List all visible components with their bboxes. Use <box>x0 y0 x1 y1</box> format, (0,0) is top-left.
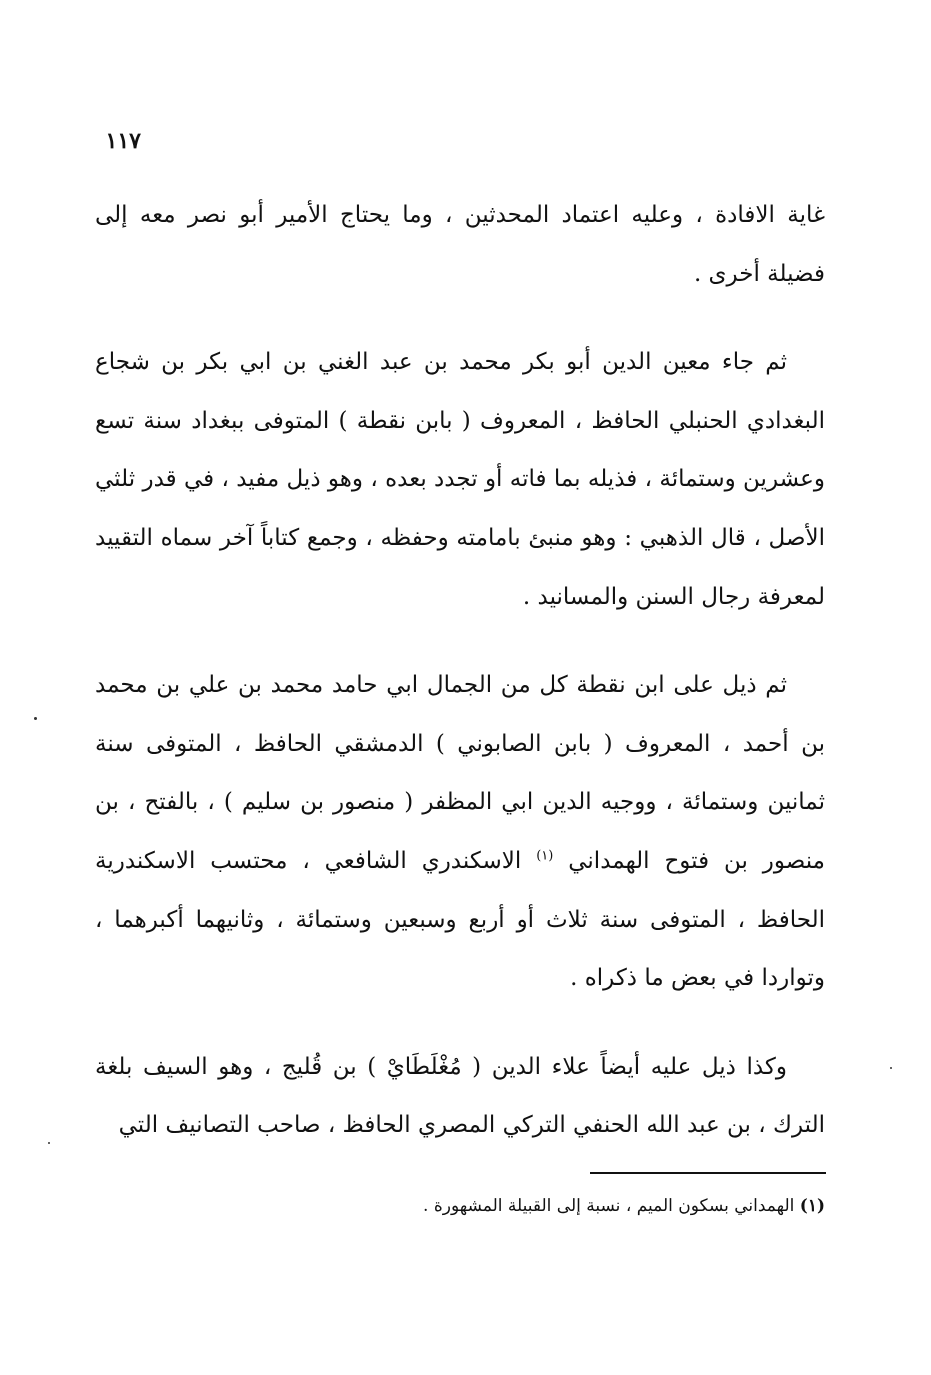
scan-speck <box>34 717 37 720</box>
footnote-mark: (١) <box>799 1196 825 1216</box>
main-text <box>95 186 825 1185</box>
paragraph-2: ثم جاء معين الدين أبو بكر محمد بن عبد الغني بن ابي بكر بن شجاع البغدادي الحنبلي الحافظ ، المعروف ( بابن نقطة ) المتوفى ببغداد سنة تسع وعشرين وستمائة ، فذيله بما فاته أو تجدد بعده ، وهو ذيل مفيد ، في قدر ثلثي الأصل ، قال الذهبي : وهو منبئ بامامته وحفظه ، وجمع كتاباً آخر سماه التقييد لمعرفة رجال السنن والمسانيد . <box>95 349 825 610</box>
paragraph-3-part-a: ثم ذيل على ابن نقطة كل من الجمال ابي حامد محمد بن علي بن محمد بن أحمد ، المعروف ( بابن الصابوني ) الدمشقي الحافظ ، المتوفى سنة ثمانين وستمائة ، ووجيه الدين ابي المظفر ( منصور بن سليم ) ، بالفتح ، بن منصور بن فتوح الهمداني <box>95 672 825 874</box>
scan-speck <box>48 1142 50 1144</box>
footnote-text: الهمداني بسكون الميم ، نسبة إلى القبيلة المشهورة . <box>423 1196 795 1216</box>
paragraph-3-part-b: الاسكندري الشافعي ، محتسب الاسكندرية الحافظ ، المتوفى سنة ثلاث أو أربع وسبعين وستمائة ، وثانيهما أكبرهما ، وتواردا في بعض ما ذكراه . <box>95 847 825 992</box>
paragraph-3 <box>95 656 825 1008</box>
paragraph-4: وكذا ذيل عليه أيضاً علاء الدين ( مُغْلَطَايْ ) بن قُليج ، وهو السيف بلغة الترك ، بن عبد الله الحنفي التركي المصري الحافظ ، صاحب التصانيف التي <box>95 1053 825 1139</box>
paragraph-1: غاية الافادة ، وعليه اعتماد المحدثين ، وما يحتاج الأمير أبو نصر معه إلى فضيلة أخرى . <box>95 202 825 287</box>
scan-speck <box>890 1067 892 1069</box>
footnote-reference[interactable]: (١) <box>536 848 554 864</box>
page-number: ١١٧ <box>105 128 141 154</box>
footnote-divider <box>590 1172 826 1174</box>
footnote <box>300 1188 825 1224</box>
